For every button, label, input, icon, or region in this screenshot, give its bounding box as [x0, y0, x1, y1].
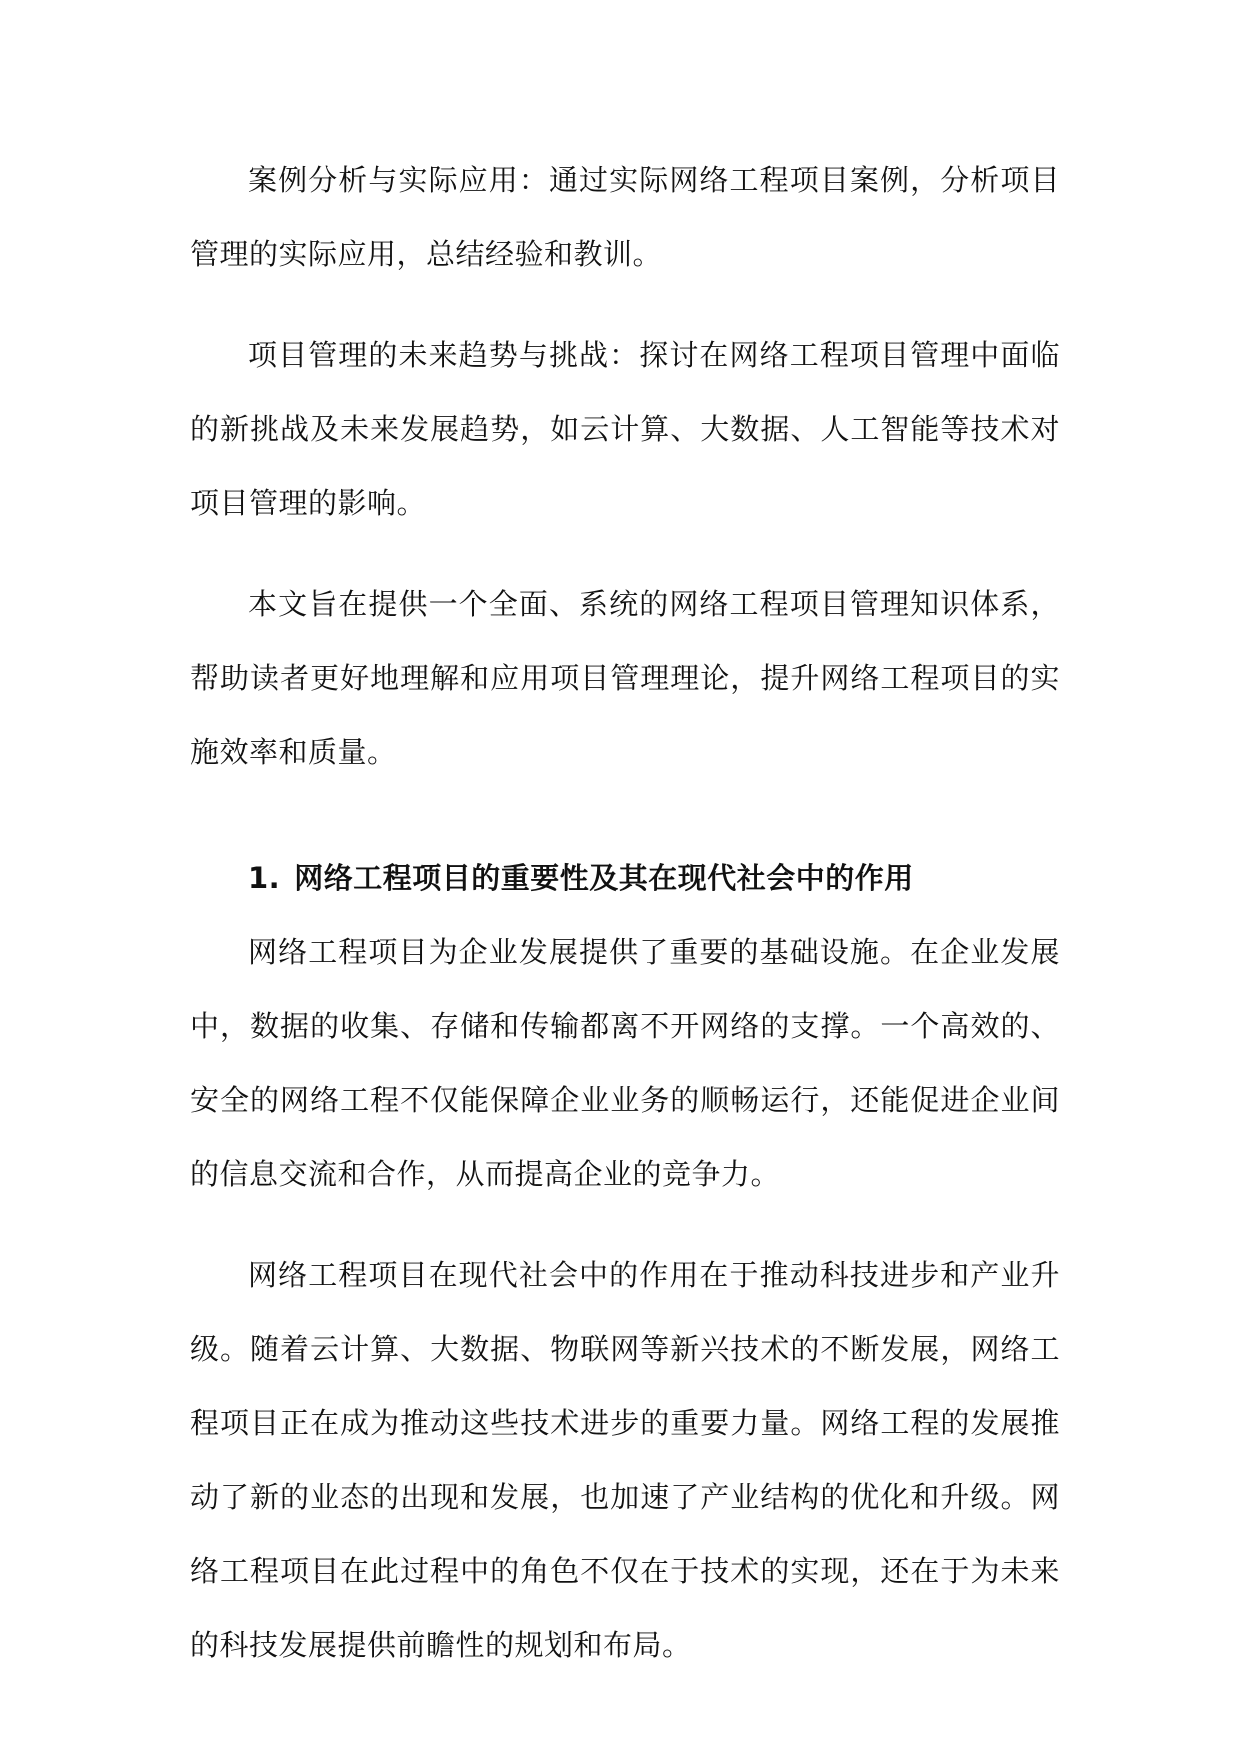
section-number: 1. [248, 861, 281, 895]
paragraph-case-analysis: 案例分析与实际应用：通过实际网络工程项目案例，分析项目管理的实际应用，总结经验和教训。 [190, 163, 1060, 271]
paragraph-purpose: 本文旨在提供一个全面、系统的网络工程项目管理知识体系，帮助读者更好地理解和应用项目管理理论，提升网络工程项目的实施效率和质量。 [190, 587, 1060, 769]
paragraph-modern-role: 网络工程项目在现代社会中的作用在于推动科技进步和产业升级。随着云计算、大数据、物联网等新兴技术的不断发展，网络工程项目正在成为推动这些技术进步的重要力量。网络工程的发展推动了新的业态的出现和发展，也加速了产业结构的优化和升级。网络工程项目在此过程中的角色不仅在于技术的实现，还在于为未来的科技发展提供前瞻性的规划和布局。 [190, 1258, 1060, 1662]
section-title: 网络工程项目的重要性及其在现代社会中的作用 [294, 861, 914, 895]
paragraph-infrastructure: 网络工程项目为企业发展提供了重要的基础设施。在企业发展中，数据的收集、存储和传输都离不开网络的支撑。一个高效的、安全的网络工程不仅能保障企业业务的顺畅运行，还能促进企业间的信息交流和合作，从而提高企业的竞争力。 [190, 935, 1060, 1191]
section-heading [190, 841, 1060, 915]
paragraph-future-trends: 项目管理的未来趋势与挑战：探讨在网络工程项目管理中面临的新挑战及未来发展趋势，如云计算、大数据、人工智能等技术对项目管理的影响。 [190, 338, 1060, 520]
document-body [190, 143, 1060, 1709]
